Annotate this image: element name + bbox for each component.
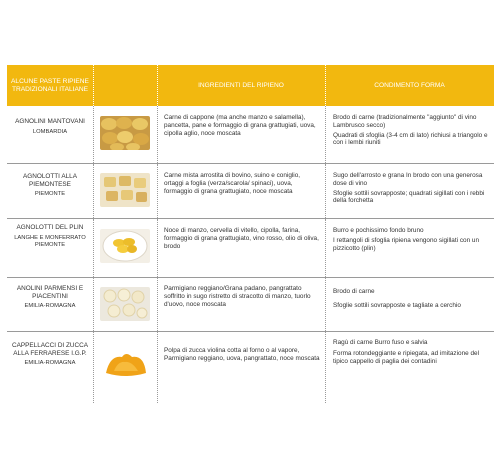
pasta-name-text: AGNOLOTTI DEL PLIN (16, 224, 84, 231)
table-row (7, 278, 494, 332)
condiment-text (333, 288, 494, 312)
pasta-region: PIEMONTE (34, 191, 66, 198)
ingredients-text: Parmigiano reggiano/Grana padano, pangrattato soffritto in sugo ristretto di stracotto di manzo, tuorlo d'uovo, noce moscata (164, 285, 311, 308)
pasta-name-text: CAPPELLACCI DI ZUCCA ALLA FERRARESE I.G.P. (12, 342, 88, 357)
pasta-photo (100, 116, 150, 150)
condiment-sauce: Brodo di carne (333, 288, 375, 295)
pasta-table (7, 65, 494, 403)
table-row (7, 219, 494, 278)
header-divider (93, 65, 94, 106)
pasta-name-text: AGNOLOTTI ALLA PIEMONTESE (23, 173, 77, 188)
condiment-shape: Forma rotondeggiante e ripiegata, ad imitazione del tipico cappello di paglia dei contadini (333, 349, 480, 365)
ingredients-text: Noce di manzo, cervella di vitello, cipolla, farina, formaggio di grana grattugiato, vino rosso, olio di oliva, brodo (164, 227, 319, 250)
condiment-shape: Quadrati di sfoglia (3-4 cm di lato) richiusi a triangolo e con i lembi riuniti (333, 131, 488, 147)
pasta-photo (100, 349, 150, 379)
condiment-text (333, 114, 494, 149)
condiment-sauce: Brodo di carne (tradizionalmente "aggiunto" di vino Lambrusco secco) (333, 114, 477, 129)
pasta-name-text: ANOLINI PARMENSI E PIACENTINI (16, 285, 84, 300)
condiment-sauce: Burro e pochissimo fondo bruno (333, 227, 424, 234)
ingredients-text: Carne di cappone (ma anche manzo e salamella), pancetta, pane e formaggio di grana grattugiati, uova, cipolla aglio, noce moscata (164, 114, 316, 137)
table-row (7, 164, 494, 219)
condiment-shape: Sfoglie sottili sovrapposte e tagliate a cerchio (333, 301, 461, 309)
pasta-region: EMILIA-ROMAGNA (24, 303, 76, 310)
table-row (7, 332, 494, 403)
pasta-region: LANGHE E MONFERRATO (14, 234, 86, 241)
condiment-text (333, 227, 494, 254)
condiment-shape: Sfoglie sottili sovrapposte; quadrati sigillati con i rebbi della forchetta (333, 189, 485, 205)
condiment-sauce: Sugo dell'arrosto e grana In brodo con una generosa dose di vino (333, 172, 483, 187)
pasta-name (7, 224, 93, 250)
pasta-name (7, 285, 93, 311)
condiment-shape: I rettangoli di sfoglia ripiena vengono sigillati con un pizzicotto (plin) (333, 236, 480, 252)
table-row (7, 106, 494, 164)
pasta-region-secondary: PIEMONTE (34, 242, 66, 249)
pasta-photo (100, 173, 150, 207)
ingredients-text: Polpa di zucca violina cotta al forno o al vapore, Parmigiano reggiano, uova, pangrattato, noce moscata (164, 347, 320, 362)
header-pasta-name: ALCUNE PASTE RIPIENE TRADIZIONALI ITALIANE (11, 77, 89, 93)
pasta-name (7, 342, 93, 368)
condiment-text (333, 339, 494, 367)
pasta-name (7, 118, 93, 136)
pasta-region: LOMBARDIA (32, 128, 68, 135)
pasta-region: EMILIA-ROMAGNA (24, 360, 76, 367)
pasta-photo (100, 287, 150, 321)
header-ingredients: INGREDIENTI DEL RIPIENO (198, 81, 284, 89)
condiment-text (333, 172, 494, 207)
ingredients-text: Carne mista arrostita di bovino, suino e coniglio, ortaggi a foglia (verza/scarola/ spinaci), uova, formaggio di grana grattugiato, noce moscata (164, 172, 301, 195)
pasta-photo (100, 229, 150, 263)
pasta-name (7, 173, 93, 199)
table-header (7, 65, 494, 106)
condiment-sauce: Ragù di carne Burro fuso e salvia (333, 339, 428, 346)
header-condiment: CONDIMENTO FORMA (374, 81, 445, 89)
pasta-name-text: AGNOLINI MANTOVANI (15, 118, 85, 125)
